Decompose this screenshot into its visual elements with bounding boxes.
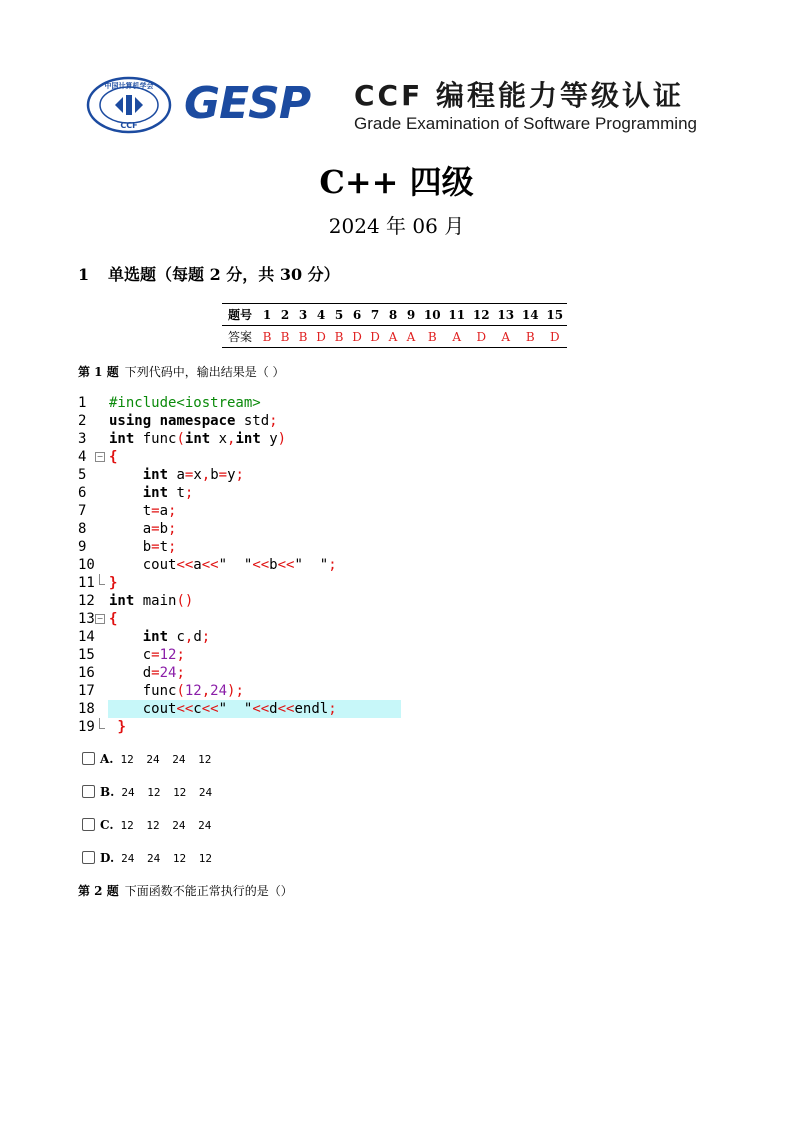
code-line <box>78 484 401 502</box>
section-heading <box>78 263 340 287</box>
answer-table <box>222 303 567 348</box>
code-text: using namespace std; <box>109 413 278 429</box>
code-line <box>78 646 401 664</box>
answer-cell: B <box>298 329 308 344</box>
line-number: 17 <box>78 683 95 699</box>
question-number: 3 <box>294 304 312 326</box>
code-line <box>78 628 401 646</box>
option-d[interactable] <box>82 850 212 866</box>
answer-cell: B <box>525 329 535 344</box>
code-line <box>78 592 401 610</box>
option-letter: C. <box>100 818 114 832</box>
answer-cell: A <box>388 329 398 344</box>
line-number: 16 <box>78 665 95 681</box>
code-text: b=t; <box>109 539 177 555</box>
line-number: 4 <box>78 449 87 465</box>
answer-cell: A <box>406 329 416 344</box>
question-number: 14 <box>518 304 543 326</box>
option-letter: A. <box>100 752 114 766</box>
code-text: a=b; <box>109 521 177 537</box>
question-number: 1 <box>258 304 276 326</box>
code-text: } <box>117 719 126 735</box>
line-number: 9 <box>78 539 87 555</box>
code-text: { <box>109 449 118 465</box>
answer-cell: A <box>501 329 511 344</box>
option-text: 12 24 24 12 <box>120 753 212 766</box>
question-text: 下面函数不能正常执行的是（） <box>124 884 293 898</box>
question-1-title <box>78 364 285 380</box>
question-number: 10 <box>420 304 445 326</box>
code-block <box>78 394 401 736</box>
line-number: 3 <box>78 431 87 447</box>
code-line <box>78 394 401 412</box>
code-line <box>78 538 401 556</box>
line-number: 7 <box>78 503 87 519</box>
question-number: 8 <box>384 304 402 326</box>
answer-table-answer-row <box>222 326 567 348</box>
code-text: { <box>109 611 118 627</box>
row-label-answers: 答案 <box>227 330 252 344</box>
line-number: 2 <box>78 413 87 429</box>
code-line <box>78 466 401 484</box>
line-number: 13 <box>78 611 95 627</box>
line-number: 6 <box>78 485 87 501</box>
line-number: 18 <box>78 701 95 717</box>
fold-collapse-icon[interactable]: − <box>96 452 104 461</box>
option-c[interactable] <box>82 817 211 833</box>
question-number: 2 <box>276 304 294 326</box>
code-text: int main() <box>109 593 194 609</box>
answer-cell: D <box>352 329 362 344</box>
line-number: 8 <box>78 521 87 537</box>
line-number: 15 <box>78 647 95 663</box>
answer-cell: B <box>262 329 272 344</box>
question-number: 5 <box>330 304 348 326</box>
question-number: 6 <box>348 304 366 326</box>
answer-cell: D <box>370 329 380 344</box>
code-text: cout<<a<<" "<<b<<" "; <box>109 557 337 573</box>
code-text: #include<iostream> <box>109 395 261 411</box>
code-text: int a=x,b=y; <box>142 467 244 483</box>
question-number: 7 <box>366 304 384 326</box>
option-a[interactable] <box>82 751 211 767</box>
code-line <box>78 448 401 466</box>
row-label-numbers: 题号 <box>222 304 258 326</box>
code-line <box>78 718 401 736</box>
line-number: 19 <box>78 719 95 735</box>
svg-text:中国计算机学会: 中国计算机学会 <box>104 82 154 90</box>
svg-text:CCF: CCF <box>120 121 138 130</box>
checkbox-icon[interactable] <box>82 785 95 798</box>
code-text: int c,d; <box>142 629 211 645</box>
checkbox-icon[interactable] <box>82 818 95 831</box>
line-number: 11 <box>78 575 95 591</box>
answer-cell: B <box>427 329 437 344</box>
option-letter: D. <box>100 851 115 865</box>
option-b[interactable] <box>82 784 212 800</box>
line-number: 5 <box>78 467 87 483</box>
code-line <box>78 610 401 628</box>
code-line <box>78 574 401 592</box>
answer-cell: D <box>476 329 487 344</box>
section-number: 1 <box>78 265 90 284</box>
code-text: } <box>109 575 118 591</box>
fold-end-marker <box>99 718 105 729</box>
line-number: 10 <box>78 557 95 573</box>
document-date: 2024 年 06 月 <box>328 214 465 238</box>
question-number: 12 <box>469 304 494 326</box>
line-number: 1 <box>78 395 87 411</box>
code-line <box>78 664 401 682</box>
ccf-logo <box>86 76 172 134</box>
line-number: 12 <box>78 593 95 609</box>
question-number: 15 <box>543 304 568 326</box>
question-number: 13 <box>494 304 519 326</box>
code-line <box>78 502 401 520</box>
question-number: 9 <box>402 304 420 326</box>
fold-collapse-icon[interactable]: − <box>96 614 104 623</box>
option-text: 24 24 12 12 <box>121 852 213 865</box>
code-text: t=a; <box>109 503 177 519</box>
question-text: 下列代码中，输出结果是（ ） <box>124 365 285 379</box>
code-text: int func(int x,int y) <box>109 431 287 447</box>
question-number-label: 第 2 题 <box>78 884 119 898</box>
code-text: int t; <box>142 485 194 501</box>
answer-cell: B <box>280 329 290 344</box>
question-2-title <box>78 883 293 899</box>
fold-end-marker <box>99 574 105 585</box>
answer-table-number-row <box>222 304 567 326</box>
answer-cell: D <box>316 329 326 344</box>
question-number-label: 第 1 题 <box>78 365 119 379</box>
answer-cell: B <box>334 329 344 344</box>
code-line <box>78 412 401 430</box>
code-line <box>78 556 401 574</box>
option-text: 12 12 24 24 <box>120 819 212 832</box>
answer-cell: A <box>452 329 462 344</box>
gesp-logo: GESP <box>184 78 311 129</box>
checkbox-icon[interactable] <box>82 752 95 765</box>
section-heading-text: 单选题（每题 2 分，共 30 分） <box>108 265 340 284</box>
question-number: 11 <box>445 304 470 326</box>
code-text: func(12,24); <box>109 683 244 699</box>
code-line-highlighted <box>78 700 401 718</box>
answer-cell: D <box>549 329 560 344</box>
question-number: 4 <box>312 304 330 326</box>
code-line <box>78 520 401 538</box>
option-text: 24 12 12 24 <box>121 786 213 799</box>
document-title: C++ 四级 <box>319 163 474 201</box>
code-text: d=24; <box>109 665 185 681</box>
code-line <box>78 430 401 448</box>
org-subtitle: Grade Examination of Software Programming <box>354 114 697 133</box>
org-title: CCF 编程能力等级认证 <box>354 79 684 112</box>
line-number: 14 <box>78 629 95 645</box>
code-line <box>78 682 401 700</box>
code-text: c=12; <box>109 647 185 663</box>
option-letter: B. <box>100 785 115 799</box>
checkbox-icon[interactable] <box>82 851 95 864</box>
code-text: cout<<c<<" "<<d<<endl; <box>109 701 337 717</box>
exam-header <box>86 76 716 138</box>
